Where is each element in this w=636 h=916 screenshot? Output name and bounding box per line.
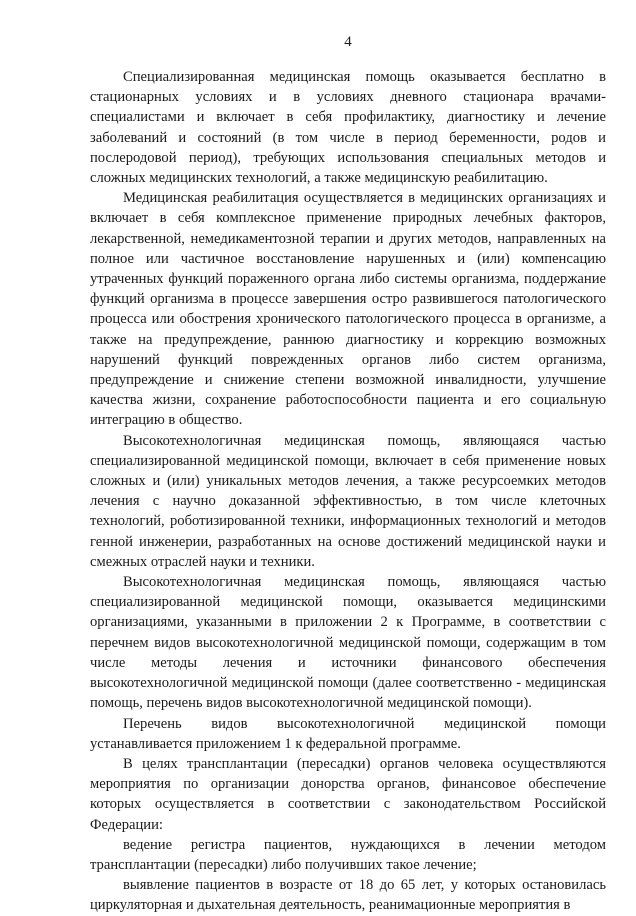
page-number: 4 — [344, 34, 352, 50]
paragraph-specialized-care: Специализированная медицинская помощь оказывается бесплатно в стационарных условиях и в условиях дневного стационара врачами-специалистами и включает в себя профилактику, диагностику и лечение заболеваний и состояний (в том числе в период беременности, родов и послеродовой период), требующих использования специальных методов и сложных медицинских технологий, а также медицинскую реабилитацию. — [90, 69, 606, 187]
paragraph-high-tech-list: Перечень видов высокотехнологичной медицинской помощи устанавливается приложением 1 к федеральной программе. — [90, 715, 606, 752]
paragraph-transplantation: В целях трансплантации (пересадки) органов человека осуществляются мероприятия по организации донорства органов, финансовое обеспечение которых осуществляется в соответствии с законодательством Российской Федерации: — [90, 755, 606, 833]
paragraph-patient-identification: выявление пациентов в возрасте от 18 до 65 лет, у которых остановилась циркуляторная и дыхательная деятельность, реанимационные мероприятия в — [90, 877, 606, 914]
document-body — [90, 67, 606, 916]
paragraph-high-tech-care-definition: Высокотехнологичная медицинская помощь, являющаяся частью специализированной медицинской помощи, включает в себя применение новых сложных и (или) уникальных методов лечения, а также ресурсоемких методов лечения с научно доказанной эффективностью, в том числе клеточных технологий, роботизированной техники, информационных технологий и методов генной инженерии, разработанных на основе достижений медицинской науки и смежных отраслей науки и техники. — [90, 432, 606, 570]
paragraph-high-tech-care-providers: Высокотехнологичная медицинская помощь, являющаяся частью специализированной медицинской помощи, оказывается медицинскими организациями, указанными в приложении 2 к Программе, в соответствии с перечнем видов высокотехнологичной медицинской помощи, содержащим в том числе методы лечения и источники финансового обеспечения высокотехнологичной медицинской помощи (далее соответственно - медицинская помощь, перечень видов высокотехнологичной медицинской помощи). — [90, 574, 606, 712]
paragraph-patient-registry: ведение регистра пациентов, нуждающихся в лечении методом трансплантации (пересадки) либо получивших такое лечение; — [90, 836, 606, 873]
paragraph-medical-rehabilitation: Медицинская реабилитация осуществляется в медицинских организациях и включает в себя комплексное применение природных лечебных факторов, лекарственной, немедикаментозной терапии и других методов, направленных на полное или частичное восстановление нарушенных и (или) компенсацию утраченных функций пораженного органа либо системы организма, поддержание функций организма в процессе завершения остро развившегося патологического процесса или обострения хронического патологического процесса в организме, а также на предупреждение, раннюю диагностику и коррекцию возможных нарушений функций поврежденных органов либо систем организма, предупреждение и снижение степени возможной инвалидности, улучшение качества жизни, сохранение работоспособности пациента и его социальную интеграцию в общество. — [90, 190, 606, 429]
